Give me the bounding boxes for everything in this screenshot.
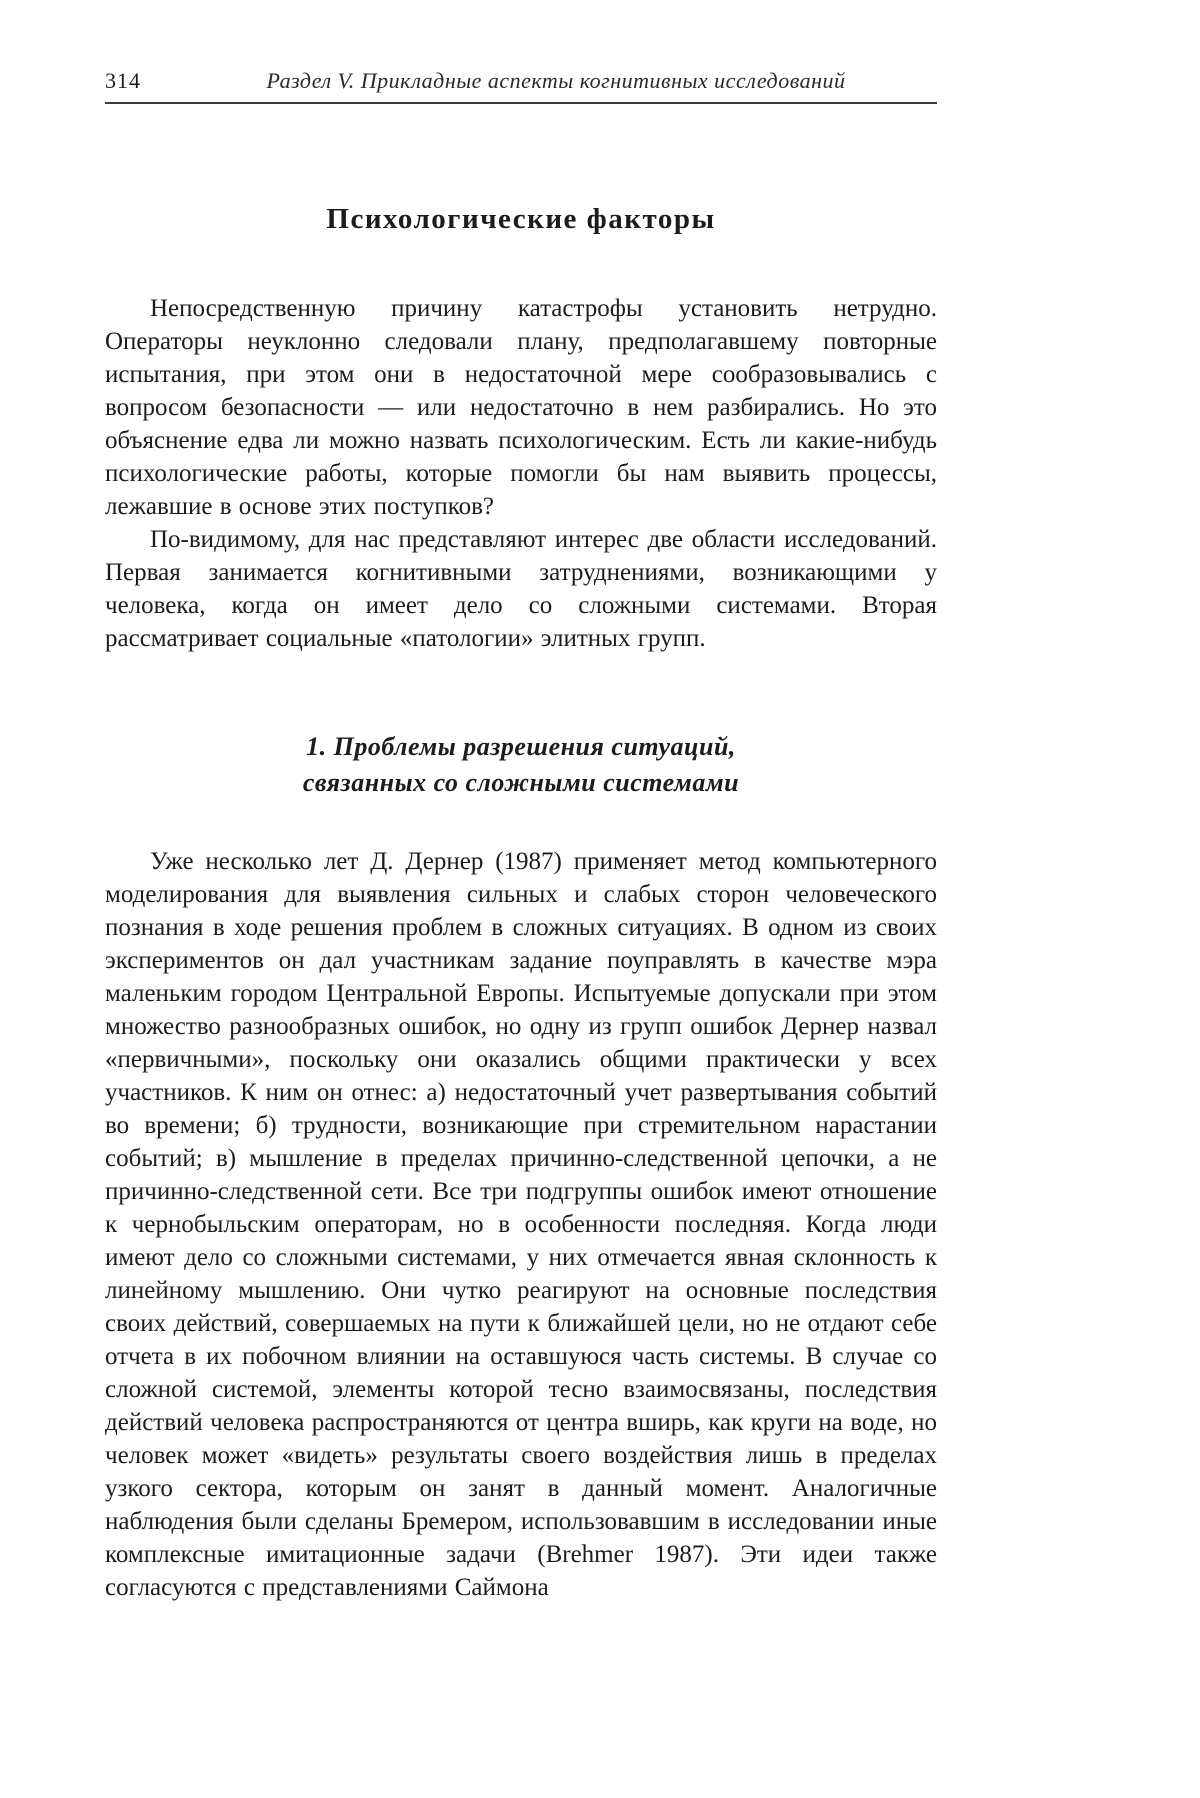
page-title: Психологические факторы [326,203,716,235]
intro-paragraph-2: По-видимому, для нас представляют интерес две области исследований. Первая занимается когнитивными затруднениями, возникающими у человека, когда он имеет дело со сложными системами. Вторая рассматривает социальные «патологии» элитных групп. [105,526,937,652]
running-header: Раздел V. Прикладные аспекты когнитивных исследований [266,68,846,93]
section-paragraph-1: Уже несколько лет Д. Дернер (1987) применяет метод компьютерного моделирования для выявления сильных и слабых сторон человеческого познания в ходе решения проблем в сложных ситуациях. В одном из своих экспериментов он дал участникам задание поуправлять в качестве мэра маленьким городом Центральной Европы. Испытуемые допускали при этом множество разнообразных ошибок, но одну из групп ошибок Дернер назвал «первичными», поскольку они оказались общими практически у всех участников. К ним он отнес: а) недостаточный учет развертывания событий во времени; б) трудности, возникающие при стремительном нарастании событий; в) мышление в пределах причинно-следственной цепочки, а не причинно-следственной сети. Все три подгруппы ошибок имеют отношение к чернобыльским операторам, но в особенности последняя. Когда люди имеют дело со сложными системами, у них отмечается явная склонность к линейному мышлению. Они чутко реагируют на основные последствия своих действий, совершаемых на пути к ближайшей цели, но не отдают себе отчета в их побочном влиянии на оставшуюся часть системы. В случае со сложной системой, элементы которой тесно взаимосвязаны, последствия действий человека распространяются от центра вширь, как круги на воде, но человек может «видеть» результаты своего воздействия лишь в пределах узкого сектора, которым он занят в данный момент. Аналогичные наблюдения были сделаны Бремером, использовавшим в исследовании иные комплексные имитационные задачи (Brehmer 1987). Эти идеи также согласуются с представлениями Саймона [105,848,937,1601]
page-number: 314 [105,68,141,93]
section-heading [105,729,937,801]
section-heading-line-2: связанных со сложными системами [302,768,740,797]
intro-paragraph-1: Непосредственную причину катастрофы установить нетрудно. Операторы неуклонно следовали плану, предполагавшему повторные испытания, при этом они в недостаточной мере сообразовывались с вопросом безопасности — или недостаточно в нем разбирались. Но это объяснение едва ли можно назвать психологическим. Есть ли какие-нибудь психологические работы, которые помогли бы нам выявить процессы, лежавшие в основе этих поступков? [105,295,937,520]
text-column [105,0,937,1604]
page-header [105,0,937,104]
section-heading-line-1: 1. Проблемы разрешения ситуаций, [306,732,736,761]
